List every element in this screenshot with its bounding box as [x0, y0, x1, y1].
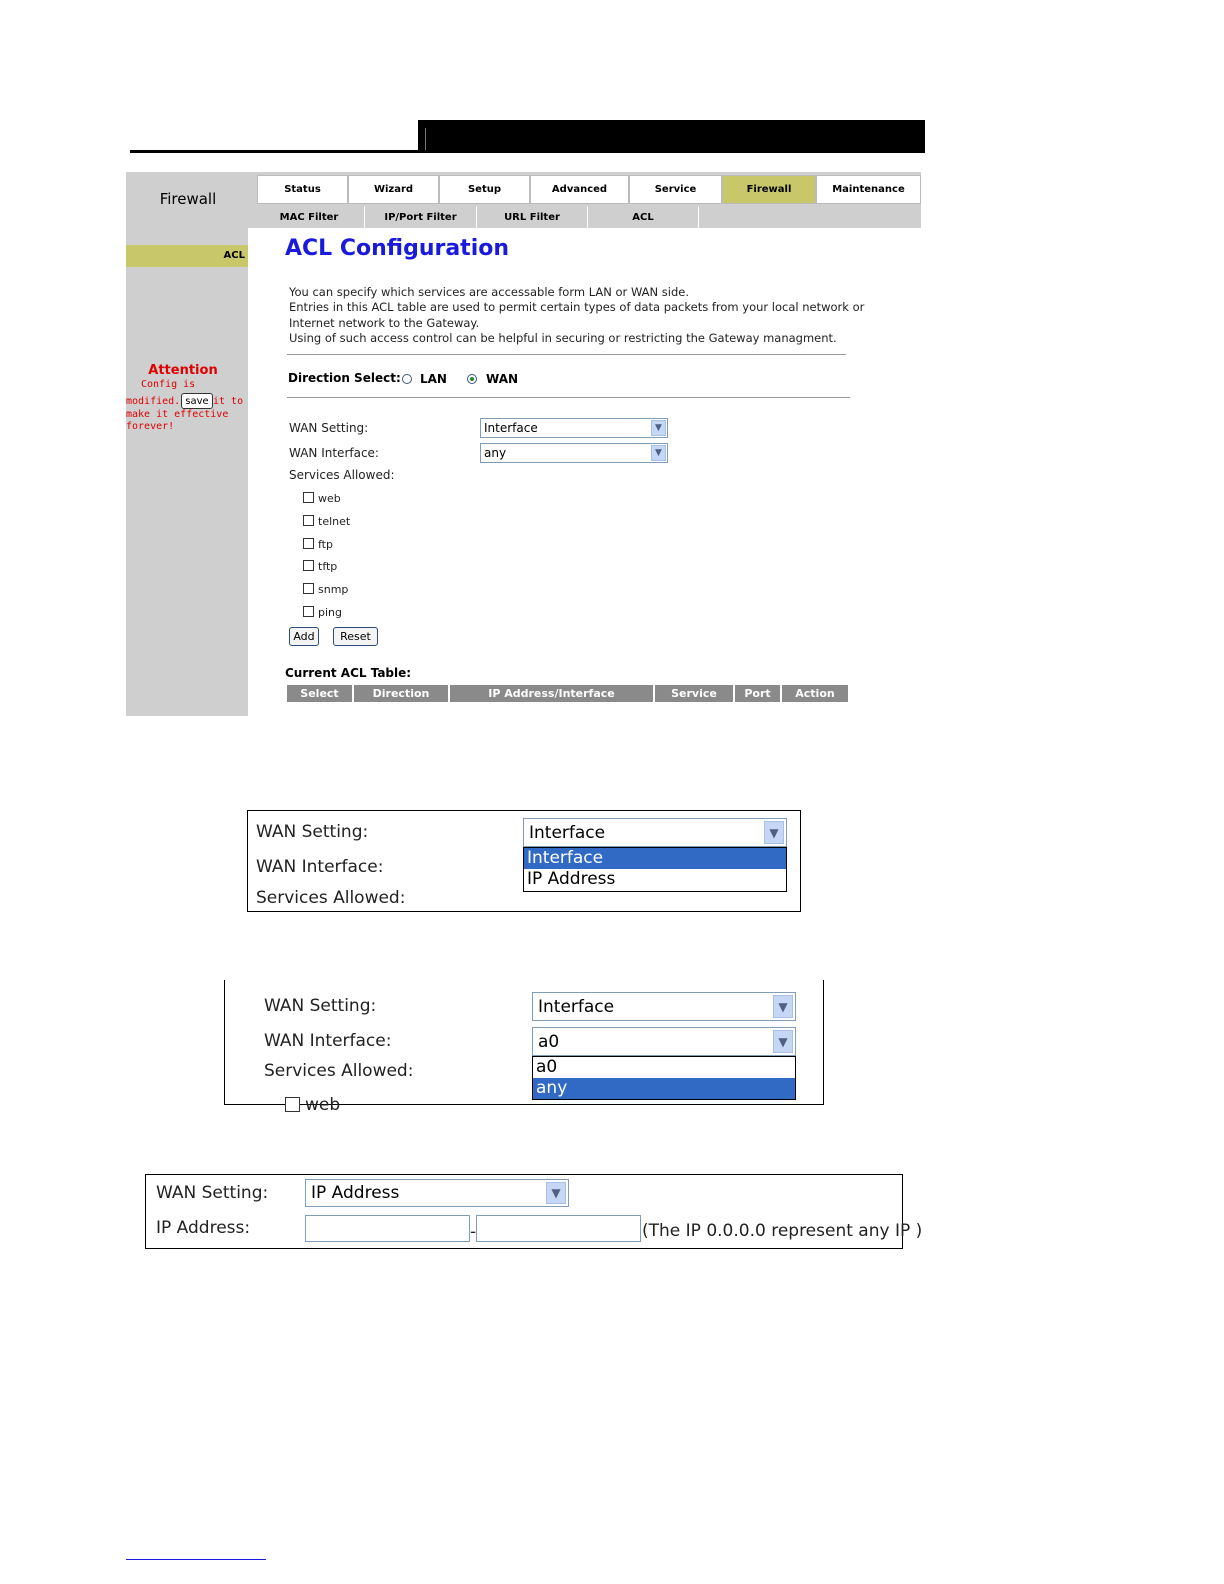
- chevron-down-icon: ▼: [651, 420, 666, 436]
- chevron-down-icon: ▼: [764, 821, 784, 844]
- ip-start-input[interactable]: [305, 1215, 470, 1242]
- tab-service[interactable]: Service: [629, 175, 722, 204]
- services-allowed-label: Services Allowed:: [256, 888, 406, 908]
- description-line: You can specify which services are accessable form LAN or WAN side.: [289, 285, 690, 299]
- attention-text: it to: [213, 396, 244, 407]
- wan-setting-select[interactable]: [523, 818, 787, 847]
- tab-firewall[interactable]: Firewall: [722, 175, 816, 204]
- radio-lan-label: LAN: [420, 372, 447, 386]
- checkbox-label: telnet: [318, 515, 351, 528]
- direction-select-label: Direction Select:: [288, 371, 401, 385]
- reset-button[interactable]: Reset: [333, 627, 378, 646]
- radio-wan[interactable]: [467, 374, 477, 384]
- dropdown-list: [532, 1056, 796, 1100]
- radio-lan[interactable]: [402, 374, 412, 384]
- attention-text: Config is: [141, 379, 196, 390]
- subtab-ip-port-filter[interactable]: IP/Port Filter: [365, 206, 477, 228]
- checkbox-ping[interactable]: [303, 606, 314, 617]
- chevron-down-icon: ▼: [546, 1182, 566, 1204]
- wan-setting-label: WAN Setting:: [264, 996, 377, 1016]
- attention-text: modified.: [126, 396, 181, 407]
- dropdown-option-any[interactable]: any: [533, 1078, 795, 1099]
- checkbox-ftp[interactable]: [303, 538, 314, 549]
- table-header: Port: [735, 685, 782, 702]
- table-header: Action: [782, 685, 848, 702]
- wan-interface-value: a0: [538, 1031, 560, 1052]
- tab-setup[interactable]: Setup: [439, 175, 530, 204]
- services-allowed-label: Services Allowed:: [289, 468, 395, 482]
- checkbox-snmp[interactable]: [303, 583, 314, 594]
- ip-address-label: IP Address:: [156, 1218, 251, 1238]
- divider: [287, 397, 850, 398]
- table-header: Direction: [354, 685, 450, 702]
- dropdown-list: [523, 847, 787, 892]
- wan-setting-label: WAN Setting:: [256, 822, 369, 842]
- wan-interface-select[interactable]: [532, 1027, 796, 1056]
- checkbox-web[interactable]: [303, 492, 314, 503]
- dropdown-option-interface[interactable]: Interface: [524, 848, 786, 869]
- checkbox-tftp[interactable]: [303, 560, 314, 571]
- table-header: IP Address/Interface: [450, 685, 655, 702]
- radio-wan-label: WAN: [486, 372, 519, 386]
- footer-line: [126, 1559, 266, 1560]
- checkbox-label: snmp: [318, 583, 349, 596]
- wan-interface-select[interactable]: [480, 443, 668, 463]
- wan-setting-select[interactable]: [305, 1179, 569, 1207]
- subtab-url-filter[interactable]: URL Filter: [477, 206, 588, 228]
- table-header: Select: [287, 685, 354, 702]
- subtab-mac-filter[interactable]: MAC Filter: [254, 206, 365, 228]
- tab-advanced[interactable]: Advanced: [530, 175, 629, 204]
- attention-text: make it effective: [126, 409, 229, 420]
- description-line: Using of such access control can be helpful in securing or restricting the Gateway managment.: [289, 331, 837, 345]
- divider: [287, 354, 846, 355]
- section-title: Firewall: [159, 190, 217, 208]
- clipped-row: [285, 1095, 601, 1115]
- chevron-down-icon: ▼: [773, 995, 793, 1018]
- acl-table-title: Current ACL Table:: [285, 666, 412, 680]
- wan-setting-label: WAN Setting:: [289, 421, 369, 435]
- wan-interface-label: WAN Interface:: [289, 446, 379, 460]
- sidebar-item-acl[interactable]: ACL: [126, 245, 248, 267]
- subtab-acl[interactable]: ACL: [588, 206, 699, 228]
- checkbox-label: tftp: [318, 560, 338, 573]
- wan-setting-value: IP Address: [311, 1183, 400, 1203]
- header-bar-inner: [425, 128, 926, 150]
- dropdown-option-a0[interactable]: a0: [536, 1057, 558, 1077]
- save-button[interactable]: save: [181, 393, 213, 409]
- tab-wizard[interactable]: Wizard: [348, 175, 439, 204]
- wan-setting-label: WAN Setting:: [156, 1183, 269, 1203]
- ip-end-input[interactable]: [476, 1215, 641, 1242]
- checkbox-label: web: [318, 492, 341, 505]
- ip-note: (The IP 0.0.0.0 represent any IP ): [642, 1221, 923, 1241]
- ip-range-separator: -: [470, 1222, 477, 1242]
- wan-setting-value: Interface: [529, 822, 606, 843]
- checkbox-telnet[interactable]: [303, 515, 314, 526]
- wan-setting-value: Interface: [484, 421, 538, 435]
- wan-setting-value: Interface: [538, 996, 615, 1017]
- table-header: Service: [655, 685, 735, 702]
- checkbox-label: web: [305, 1095, 341, 1115]
- services-allowed-label: Services Allowed:: [264, 1061, 414, 1081]
- tab-maintenance[interactable]: Maintenance: [816, 175, 921, 204]
- dropdown-option-ip-address[interactable]: IP Address: [527, 869, 616, 889]
- description-line: Entries in this ACL table are used to permit certain types of data packets from your local network or: [289, 300, 865, 314]
- chevron-down-icon: ▼: [773, 1030, 793, 1053]
- checkbox-web[interactable]: [285, 1097, 300, 1112]
- tab-status[interactable]: Status: [257, 175, 348, 204]
- left-sidebar: [126, 228, 248, 716]
- wan-interface-label: WAN Interface:: [264, 1031, 392, 1051]
- chevron-down-icon: ▼: [651, 445, 666, 461]
- wan-setting-select[interactable]: [532, 992, 796, 1021]
- header-underline: [130, 150, 420, 153]
- checkbox-label: ftp: [318, 538, 333, 551]
- wan-interface-label: WAN Interface:: [256, 857, 384, 877]
- add-button[interactable]: Add: [289, 627, 319, 646]
- description-line: Internet network to the Gateway.: [289, 316, 480, 330]
- page-title: ACL Configuration: [285, 236, 510, 261]
- attention-text: forever!: [126, 421, 175, 432]
- wan-setting-select[interactable]: [480, 418, 668, 438]
- attention-title: Attention: [148, 363, 218, 378]
- wan-interface-value: any: [484, 446, 507, 460]
- checkbox-label: ping: [318, 606, 342, 619]
